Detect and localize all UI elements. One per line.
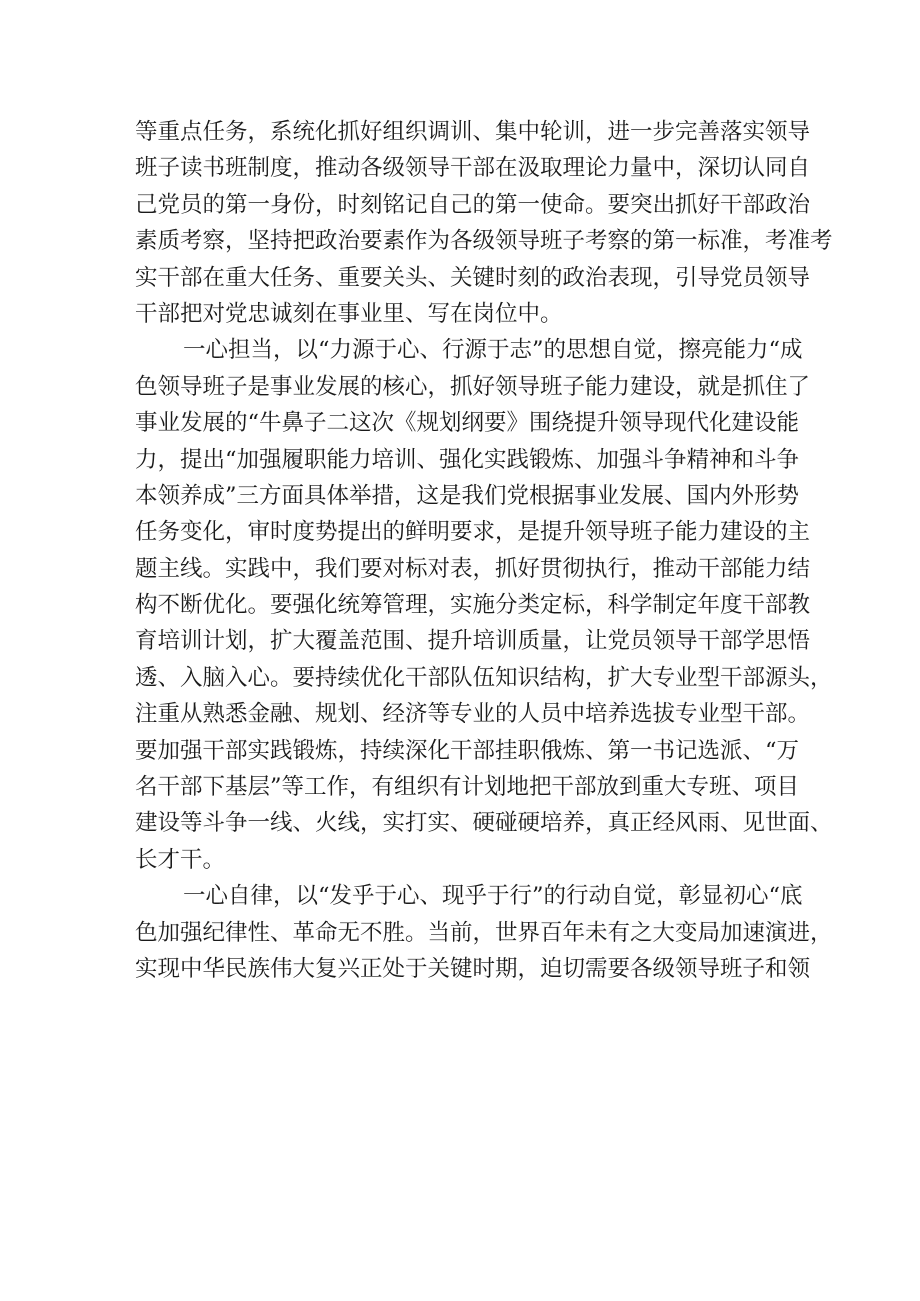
text-line: 名干部下基层”等工作，有组织有计划地把干部放到重大专班、项目 <box>135 774 800 801</box>
text-line: 长才干。 <box>135 846 226 873</box>
text-line: 建设等斗争一线、火线，实打实、硬碰硬培养，真正经风雨、见世面、 <box>135 810 833 837</box>
text-line: 任务变化，审时度势提出的鲜明要求，是提升领导班子能力建设的主 <box>135 519 811 546</box>
text-line: 干部把对党忠诚刻在事业里、写在岗位中。 <box>135 300 563 327</box>
text-line: 己党员的第一身份，时刻铭记自己的第一使命。要突出抓好干部政治 <box>135 191 811 218</box>
text-line: 实干部在重大任务、重要关头、关键时刻的政治表现，引导党员领导 <box>135 264 811 291</box>
text-line: 实现中华民族伟大复兴正处于关键时期，迫切需要各级领导班子和领 <box>135 955 811 982</box>
text-line: 育培训计划，扩大覆盖范围、提升培训质量，让党员领导干部学思悟 <box>135 628 811 655</box>
text-line: 构不断优化。要强化统筹管理，实施分类定标，科学制定年度干部教 <box>135 592 811 619</box>
text-line: 注重从熟悉金融、规划、经济等专业的人员中培养选拔专业型干部。 <box>135 701 811 728</box>
text-line: 色领导班子是事业发展的核心，抓好领导班子能力建设，就是抓住了 <box>135 373 811 400</box>
text-line: 班子读书班制度，推动各级领导干部在汲取理论力量中，深切认同自 <box>135 155 811 182</box>
text-line: 等重点任务，系统化抓好组织调训、集中轮训，进一步完善落实领导 <box>135 119 811 145</box>
document-body <box>135 114 833 987</box>
paragraph-first-line: 一心担当，以“力源于心、行源于志”的思想自觉，擦亮能力“成 <box>183 337 803 364</box>
text-line: 题主线。实践中，我们要对标对表，抓好贯彻执行，推动干部能力结 <box>135 555 811 582</box>
text-line: 色加强纪律性、革命无不胜。当前，世界百年未有之大变局加速演进， <box>135 919 833 946</box>
paragraph-first-line: 一心自律，以“发乎于心、现乎于行”的行动自觉，彰显初心“底 <box>183 883 803 910</box>
text-line: 素质考察，坚持把政治要素作为各级领导班子考察的第一标准，考准考 <box>135 228 833 255</box>
text-line: 力，提出“加强履职能力培训、强化实践锻炼、加强斗争精神和斗争 <box>135 446 800 473</box>
text-line: 事业发展的“牛鼻子二这次《规划纲要》围绕提升领导现代化建设能 <box>135 410 800 437</box>
text-line: 要加强干部实践锻炼，持续深化干部挂职俄炼、第一书记选派、“万 <box>135 737 800 764</box>
text-line: 本领养成”三方面具体举措，这是我们党根据事业发展、国内外形势 <box>135 482 800 509</box>
text-line: 透、入脑入心。要持续优化干部队伍知识结构，扩大专业型干部源头， <box>135 664 833 691</box>
